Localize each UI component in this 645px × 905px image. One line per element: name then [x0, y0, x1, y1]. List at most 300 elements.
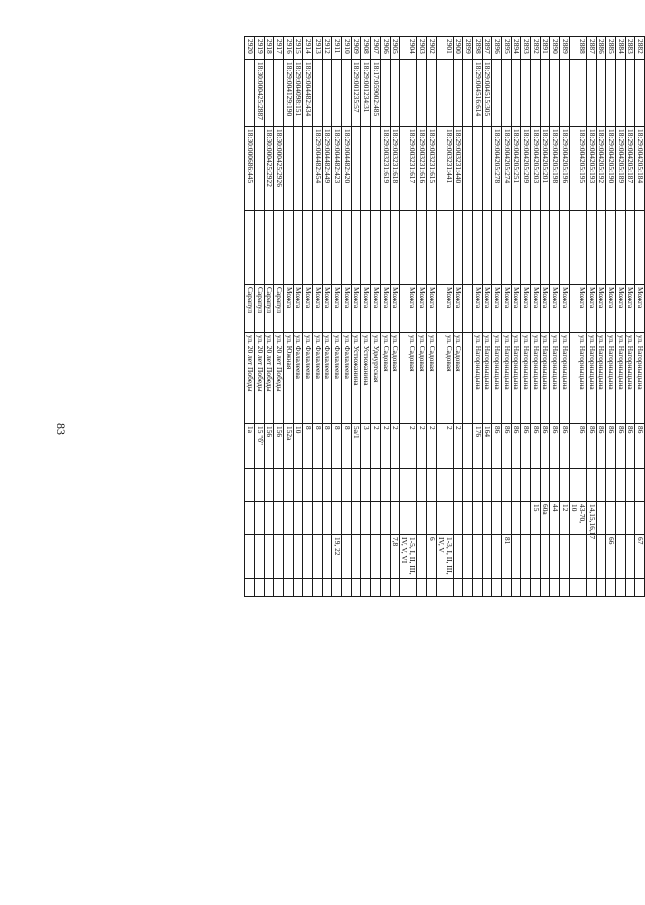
extra-cell	[245, 579, 255, 597]
premises-range-cell	[245, 502, 255, 535]
corps-cell	[426, 469, 436, 502]
house-number-cell: 15 "б"	[254, 424, 264, 469]
corps-cell	[400, 469, 417, 502]
row-number-cell: 2914	[303, 37, 313, 60]
flat-numbers-cell	[540, 535, 550, 579]
cadastral-number-land-cell	[380, 60, 390, 127]
cadastral-number-premises-cell	[293, 127, 303, 211]
corps-cell	[245, 469, 255, 502]
corps-cell	[473, 469, 483, 502]
row-number-cell: 2907	[371, 37, 381, 60]
cadastral-number-other-cell	[560, 211, 570, 285]
cadastral-number-other-cell	[635, 211, 645, 285]
cadastral-number-land-cell	[560, 60, 570, 127]
cadastral-number-premises-cell: 18:29:004482:454	[313, 127, 323, 211]
cadastral-number-premises-cell: 18:29:004482:449	[322, 127, 332, 211]
cadastral-number-land-cell: 18:30:000425:2887	[254, 60, 264, 127]
corps-cell	[293, 469, 303, 502]
house-number-cell: 86	[550, 424, 560, 469]
premises-range-cell	[284, 502, 294, 535]
extra-cell	[390, 579, 400, 597]
street-cell: ул. Садовая	[426, 333, 436, 424]
house-number-cell: 5а/1	[351, 424, 361, 469]
premises-range-cell	[254, 502, 264, 535]
table-row	[264, 37, 274, 597]
corps-cell	[453, 469, 463, 502]
table-row	[342, 37, 352, 597]
cadastral-number-land-cell	[492, 60, 502, 127]
table-row	[560, 37, 570, 597]
extra-cell	[635, 579, 645, 597]
table-row	[426, 37, 436, 597]
corps-cell	[606, 469, 616, 502]
flat-numbers-cell	[560, 535, 570, 579]
cadastral-number-other-cell	[569, 211, 586, 285]
settlement-cell: Можга	[502, 285, 512, 333]
settlement-cell: Можга	[596, 285, 606, 333]
row-number-cell: 2891	[540, 37, 550, 60]
flat-numbers-cell	[284, 535, 294, 579]
extra-cell	[540, 579, 550, 597]
extra-cell	[426, 579, 436, 597]
cadastral-number-land-cell	[264, 60, 274, 127]
extra-cell	[303, 579, 313, 597]
flat-numbers-cell	[380, 535, 390, 579]
row-number-cell: 2918	[264, 37, 274, 60]
cadastral-number-premises-cell: 18:29:003231:619	[380, 127, 390, 211]
street-cell: ул. Устюжанина	[351, 333, 361, 424]
settlement-cell: Можга	[569, 285, 586, 333]
house-number-cell: 2	[390, 424, 400, 469]
house-number-cell: 2	[453, 424, 463, 469]
cadastral-number-land-cell	[550, 60, 560, 127]
row-number-cell: 2913	[313, 37, 323, 60]
premises-range-cell	[436, 502, 453, 535]
extra-cell	[322, 579, 332, 597]
house-number-cell: 86	[492, 424, 502, 469]
premises-range-cell: 44	[550, 502, 560, 535]
extra-cell	[351, 579, 361, 597]
cadastral-number-premises-cell: 18:29:004205:193	[586, 127, 596, 211]
house-number-cell: 8	[322, 424, 332, 469]
corps-cell	[463, 469, 473, 502]
flat-numbers-cell	[569, 535, 586, 579]
corps-cell	[596, 469, 606, 502]
flat-numbers-cell	[615, 535, 625, 579]
extra-cell	[463, 579, 473, 597]
street-cell: ул. Устюжанина	[361, 333, 371, 424]
flat-numbers-cell: 6	[426, 535, 436, 579]
extra-cell	[615, 579, 625, 597]
table-row	[254, 37, 264, 597]
flat-numbers-cell	[473, 535, 483, 579]
cadastral-number-premises-cell: 18:29:004205:189	[615, 127, 625, 211]
house-number-cell	[463, 424, 473, 469]
cadastral-number-other-cell	[492, 211, 502, 285]
table-row	[463, 37, 473, 597]
street-cell: ул. Фалалеева	[342, 333, 352, 424]
settlement-cell: Сарапул	[245, 285, 255, 333]
street-cell: ул. Садовая	[400, 333, 417, 424]
table-row	[473, 37, 483, 597]
row-number-cell: 2897	[482, 37, 492, 60]
cadastral-number-other-cell	[293, 211, 303, 285]
cadastral-number-premises-cell: 18:29:004205:209	[521, 127, 531, 211]
premises-range-cell: 14,15,16,17	[586, 502, 596, 535]
cadastral-number-premises-cell	[473, 127, 483, 211]
cadastral-number-premises-cell: 18:29:004205:196	[560, 127, 570, 211]
cadastral-number-land-cell	[463, 60, 473, 127]
corps-cell	[635, 469, 645, 502]
table-row	[436, 37, 453, 597]
extra-cell	[550, 579, 560, 597]
cadastral-number-premises-cell	[463, 127, 473, 211]
street-cell: ул. Нагорныцына	[635, 333, 645, 424]
cadastral-number-land-cell	[511, 60, 521, 127]
cadastral-number-other-cell	[521, 211, 531, 285]
street-cell: ул. Фалалеева	[322, 333, 332, 424]
premises-range-cell	[264, 502, 274, 535]
corps-cell	[351, 469, 361, 502]
house-number-cell: 8	[342, 424, 352, 469]
flat-numbers-cell: 7,8	[390, 535, 400, 579]
row-number-cell: 2904	[400, 37, 417, 60]
house-number-cell: 2	[400, 424, 417, 469]
flat-numbers-cell	[531, 535, 541, 579]
street-cell: ул. 20 лет Победы	[264, 333, 274, 424]
corps-cell	[436, 469, 453, 502]
cadastral-number-other-cell	[417, 211, 427, 285]
settlement-cell: Можга	[417, 285, 427, 333]
row-number-cell: 2910	[342, 37, 352, 60]
cadastral-number-land-cell: 18:17:059002:485	[371, 60, 381, 127]
cadastral-number-other-cell	[606, 211, 616, 285]
cadastral-number-land-cell	[332, 60, 342, 127]
premises-range-cell: 43-70, 10	[569, 502, 586, 535]
flat-numbers-cell	[303, 535, 313, 579]
cadastral-number-premises-cell: 18:29:004205:251	[511, 127, 521, 211]
corps-cell	[322, 469, 332, 502]
table-row	[615, 37, 625, 597]
house-number-cell: 3	[361, 424, 371, 469]
cadastral-number-other-cell	[400, 211, 417, 285]
cadastral-number-premises-cell: 18:29:004205:195	[569, 127, 586, 211]
premises-range-cell	[596, 502, 606, 535]
cadastral-number-premises-cell: 18:29:004205:278	[492, 127, 502, 211]
house-number-cell: 86	[625, 424, 635, 469]
page-number: 83	[54, 423, 68, 435]
settlement-cell: Можга	[322, 285, 332, 333]
cadastral-number-premises-cell: 18:29:004205:201	[540, 127, 550, 211]
settlement-cell: Можга	[615, 285, 625, 333]
house-number-cell: 86	[540, 424, 550, 469]
cadastral-number-other-cell	[361, 211, 371, 285]
table-row	[380, 37, 390, 597]
extra-cell	[313, 579, 323, 597]
house-number-cell: 86	[615, 424, 625, 469]
premises-range-cell	[303, 502, 313, 535]
cadastral-number-land-cell	[625, 60, 635, 127]
row-number-cell: 2883	[625, 37, 635, 60]
corps-cell	[254, 469, 264, 502]
street-cell: ул. Фалалеева	[332, 333, 342, 424]
cadastral-number-premises-cell: 18:30:000686:445	[245, 127, 255, 211]
table-row	[332, 37, 342, 597]
street-cell: ул. Нагорныцына	[511, 333, 521, 424]
cadastral-number-premises-cell	[482, 127, 492, 211]
cadastral-number-other-cell	[254, 211, 264, 285]
cadastral-number-other-cell	[463, 211, 473, 285]
table-row	[492, 37, 502, 597]
flat-numbers-cell	[492, 535, 502, 579]
cadastral-number-land-cell	[540, 60, 550, 127]
street-cell: ул. Нагорныцына	[606, 333, 616, 424]
street-cell: ул. Нагорныцына	[615, 333, 625, 424]
extra-cell	[596, 579, 606, 597]
flat-numbers-cell	[463, 535, 473, 579]
settlement-cell: Можга	[550, 285, 560, 333]
premises-range-cell	[521, 502, 531, 535]
cadastral-number-land-cell: 18:29:001235:57	[351, 60, 361, 127]
cadastral-number-premises-cell: 18:29:003231:617	[400, 127, 417, 211]
extra-cell	[361, 579, 371, 597]
cadastral-number-other-cell	[615, 211, 625, 285]
settlement-cell: Можга	[332, 285, 342, 333]
street-cell: ул. 20 лет Победы	[245, 333, 255, 424]
premises-range-cell	[635, 502, 645, 535]
premises-range-cell	[293, 502, 303, 535]
house-number-cell: 2	[426, 424, 436, 469]
street-cell: ул. Нагорныцына	[596, 333, 606, 424]
street-cell: ул. Удмуртская	[371, 333, 381, 424]
cadastral-number-other-cell	[332, 211, 342, 285]
cadastral-number-premises-cell	[303, 127, 313, 211]
house-number-cell: 86	[531, 424, 541, 469]
premises-range-cell	[361, 502, 371, 535]
cadastral-number-other-cell	[482, 211, 492, 285]
house-number-cell: 156	[264, 424, 274, 469]
premises-range-cell	[417, 502, 427, 535]
settlement-cell: Можга	[453, 285, 463, 333]
flat-numbers-cell: 66	[606, 535, 616, 579]
row-number-cell: 2882	[635, 37, 645, 60]
flat-numbers-cell: 67	[635, 535, 645, 579]
extra-cell	[342, 579, 352, 597]
house-number-cell: 86	[560, 424, 570, 469]
cadastral-number-premises-cell: 18:29:004205:192	[596, 127, 606, 211]
flat-numbers-cell	[264, 535, 274, 579]
corps-cell	[540, 469, 550, 502]
settlement-cell: Можга	[390, 285, 400, 333]
settlement-cell: Сарапул	[254, 285, 264, 333]
cadastral-number-land-cell	[569, 60, 586, 127]
premises-range-cell	[511, 502, 521, 535]
extra-cell	[332, 579, 342, 597]
street-cell: ул. Садовая	[453, 333, 463, 424]
row-number-cell: 2884	[615, 37, 625, 60]
cadastral-number-land-cell: 18:29:004515:305	[482, 60, 492, 127]
corps-cell	[615, 469, 625, 502]
row-number-cell: 2893	[521, 37, 531, 60]
cadastral-number-premises-cell	[284, 127, 294, 211]
cadastral-number-land-cell	[586, 60, 596, 127]
settlement-cell: Можга	[313, 285, 323, 333]
flat-numbers-cell	[254, 535, 264, 579]
house-number-cell: 10	[293, 424, 303, 469]
cadastral-number-other-cell	[390, 211, 400, 285]
row-number-cell: 2895	[502, 37, 512, 60]
table-row	[550, 37, 560, 597]
settlement-cell: Можга	[342, 285, 352, 333]
table-row	[596, 37, 606, 597]
corps-cell	[274, 469, 284, 502]
cadastral-number-other-cell	[264, 211, 274, 285]
premises-range-cell	[502, 502, 512, 535]
row-number-cell: 2912	[322, 37, 332, 60]
cadastral-number-premises-cell	[254, 127, 264, 211]
house-number-cell: 8	[303, 424, 313, 469]
street-cell: ул. 20 лет Победы	[274, 333, 284, 424]
cadastral-number-other-cell	[245, 211, 255, 285]
extra-cell	[453, 579, 463, 597]
settlement-cell: Можга	[625, 285, 635, 333]
table-row	[351, 37, 361, 597]
cadastral-number-premises-cell: 18:30:000425:2926	[274, 127, 284, 211]
street-cell: ул. Нагорныцына	[569, 333, 586, 424]
street-cell: ул. Фалалеева	[313, 333, 323, 424]
corps-cell	[264, 469, 274, 502]
cadastral-number-land-cell: 18:29:004482:434	[303, 60, 313, 127]
row-number-cell: 2899	[463, 37, 473, 60]
table-row	[540, 37, 550, 597]
premises-range-cell	[482, 502, 492, 535]
row-number-cell: 2915	[293, 37, 303, 60]
cadastral-number-other-cell	[371, 211, 381, 285]
row-number-cell: 2890	[550, 37, 560, 60]
extra-cell	[436, 579, 453, 597]
corps-cell	[342, 469, 352, 502]
house-number-cell: 86	[596, 424, 606, 469]
street-cell: ул. Южная	[284, 333, 294, 424]
table-row	[453, 37, 463, 597]
house-number-cell: 156	[274, 424, 284, 469]
table-row	[511, 37, 521, 597]
flat-numbers-cell: 1-3, I, II, III, IV, V	[436, 535, 453, 579]
table-row	[371, 37, 381, 597]
street-cell: ул. Нагорныцына	[625, 333, 635, 424]
corps-cell	[511, 469, 521, 502]
cadastral-number-land-cell	[313, 60, 323, 127]
cadastral-number-land-cell	[342, 60, 352, 127]
corps-cell	[550, 469, 560, 502]
register-table	[244, 36, 645, 597]
settlement-cell: Сарапул	[264, 285, 274, 333]
corps-cell	[625, 469, 635, 502]
premises-range-cell: 60а	[540, 502, 550, 535]
flat-numbers-cell	[417, 535, 427, 579]
settlement-cell: Можга	[540, 285, 550, 333]
extra-cell	[569, 579, 586, 597]
cadastral-number-other-cell	[586, 211, 596, 285]
row-number-cell: 2902	[426, 37, 436, 60]
cadastral-number-other-cell	[453, 211, 463, 285]
table-row	[400, 37, 417, 597]
cadastral-number-premises-cell: 18:29:003231:441	[436, 127, 453, 211]
house-number-cell: 1а	[245, 424, 255, 469]
cadastral-number-premises-cell: 18:29:004482:423	[332, 127, 342, 211]
table-row	[625, 37, 635, 597]
cadastral-number-land-cell	[436, 60, 453, 127]
corps-cell	[560, 469, 570, 502]
row-number-cell: 2896	[492, 37, 502, 60]
house-number-cell: 86	[586, 424, 596, 469]
extra-cell	[502, 579, 512, 597]
premises-range-cell	[473, 502, 483, 535]
cadastral-number-land-cell	[521, 60, 531, 127]
flat-numbers-cell	[245, 535, 255, 579]
cadastral-number-other-cell	[625, 211, 635, 285]
flat-numbers-cell	[550, 535, 560, 579]
flat-numbers-cell	[351, 535, 361, 579]
settlement-cell: Можга	[293, 285, 303, 333]
extra-cell	[274, 579, 284, 597]
cadastral-number-premises-cell: 18:29:004205:184	[635, 127, 645, 211]
street-cell: ул. Садовая	[390, 333, 400, 424]
flat-numbers-cell	[313, 535, 323, 579]
row-number-cell: 2887	[586, 37, 596, 60]
flat-numbers-cell	[586, 535, 596, 579]
table-row	[274, 37, 284, 597]
cadastral-number-other-cell	[511, 211, 521, 285]
house-number-cell: 86	[521, 424, 531, 469]
street-cell: ул. Нагорныцына	[482, 333, 492, 424]
house-number-cell: 86	[569, 424, 586, 469]
cadastral-number-premises-cell: 18:29:004205:190	[606, 127, 616, 211]
cadastral-number-other-cell	[351, 211, 361, 285]
cadastral-number-premises-cell: 18:29:004205:198	[550, 127, 560, 211]
cadastral-number-land-cell	[274, 60, 284, 127]
cadastral-number-land-cell	[417, 60, 427, 127]
cadastral-number-other-cell	[436, 211, 453, 285]
corps-cell	[303, 469, 313, 502]
table-row	[293, 37, 303, 597]
settlement-cell: Можга	[560, 285, 570, 333]
flat-numbers-cell	[371, 535, 381, 579]
cadastral-number-other-cell	[284, 211, 294, 285]
extra-cell	[560, 579, 570, 597]
house-number-cell: 2	[417, 424, 427, 469]
table-row	[521, 37, 531, 597]
extra-cell	[482, 579, 492, 597]
flat-numbers-cell: 81	[502, 535, 512, 579]
settlement-cell: Можга	[492, 285, 502, 333]
cadastral-number-other-cell	[502, 211, 512, 285]
table-row	[417, 37, 427, 597]
corps-cell	[521, 469, 531, 502]
premises-range-cell	[390, 502, 400, 535]
corps-cell	[569, 469, 586, 502]
table-row	[390, 37, 400, 597]
extra-cell	[417, 579, 427, 597]
cadastral-number-land-cell	[615, 60, 625, 127]
corps-cell	[531, 469, 541, 502]
extra-cell	[473, 579, 483, 597]
row-number-cell: 2892	[531, 37, 541, 60]
extra-cell	[625, 579, 635, 597]
street-cell: ул. Фалалеева	[303, 333, 313, 424]
settlement-cell: Можга	[351, 285, 361, 333]
cadastral-number-premises-cell: 18:29:003231:618	[390, 127, 400, 211]
